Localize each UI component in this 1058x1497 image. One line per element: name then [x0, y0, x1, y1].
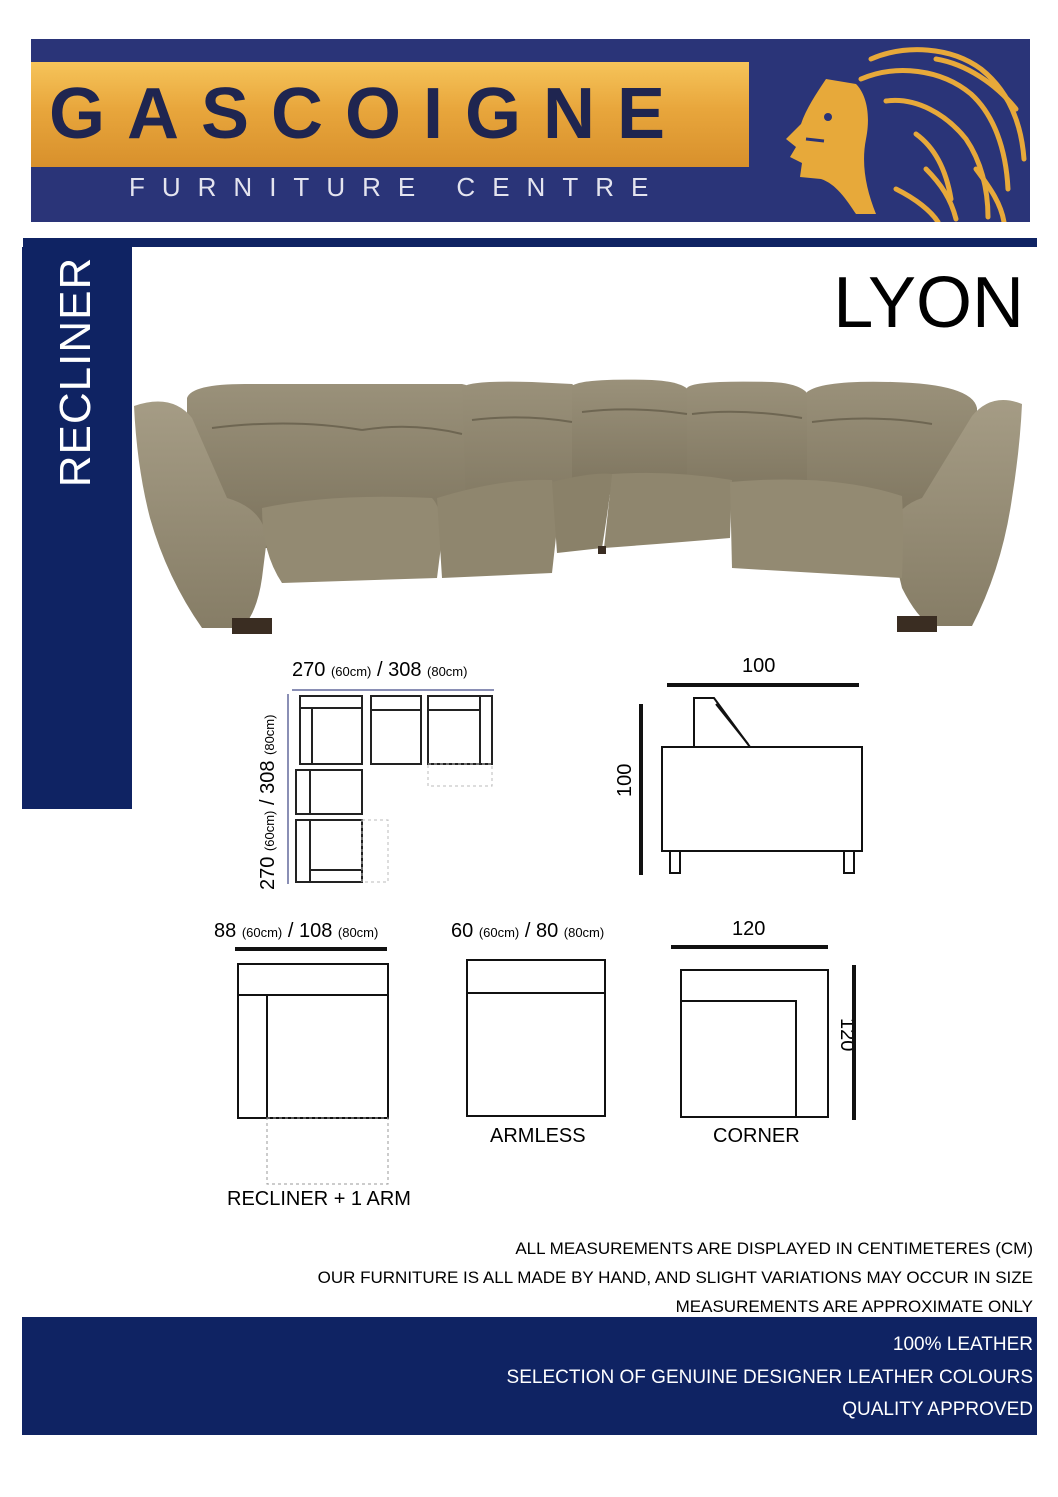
corner-width-label: 120 — [732, 918, 766, 940]
brand-banner — [31, 39, 1030, 222]
features-list — [507, 1329, 1033, 1427]
corner-caption: CORNER — [713, 1125, 800, 1147]
brand-name: GASCOIGNE — [49, 74, 688, 154]
feature-line: QUALITY APPROVED — [842, 1399, 1033, 1420]
sofa-photo — [132, 378, 1024, 640]
lion-logo-icon — [766, 39, 1030, 222]
overall-depth-label: 270 (60cm) / 308 (80cm) — [257, 714, 279, 890]
overall-width-label: 270 (60cm) / 308 (80cm) — [292, 659, 468, 681]
note-line: OUR FURNITURE IS ALL MADE BY HAND, AND SLIGHT VARIATIONS MAY OCCUR IN SIZE — [317, 1268, 1033, 1287]
armless-caption: ARMLESS — [490, 1125, 586, 1147]
side-view-diagram — [636, 680, 866, 880]
note-line: MEASUREMENTS ARE APPROXIMATE ONLY — [675, 1297, 1033, 1316]
recliner-unit-diagram — [230, 945, 400, 1190]
feature-line: 100% LEATHER — [892, 1334, 1033, 1355]
side-height-label: 100 — [614, 763, 636, 797]
overall-plan-diagram — [280, 680, 500, 890]
armless-width-label: 60 (60cm) / 80 (80cm) — [451, 920, 605, 942]
brand-tagline: FURNITURE CENTRE — [129, 172, 666, 202]
feature-line: SELECTION OF GENUINE DESIGNER LEATHER COLOURS — [506, 1366, 1033, 1388]
product-name: LYON — [833, 263, 1024, 343]
measurement-notes — [318, 1234, 1033, 1321]
corner-unit-diagram — [668, 943, 863, 1123]
corner-depth-label: 120 — [836, 1018, 858, 1052]
recliner-width-label: 88 (60cm) / 108 (80cm) — [214, 920, 379, 942]
recliner-caption: RECLINER + 1 ARM — [227, 1188, 411, 1210]
note-line: ALL MEASUREMENTS ARE DISPLAYED IN CENTIMETERES (CM) — [515, 1239, 1033, 1258]
header-rule — [23, 238, 1037, 247]
armless-unit-diagram — [462, 955, 612, 1120]
side-depth-label: 100 — [742, 655, 776, 677]
category-label: RECLINER — [51, 256, 100, 488]
